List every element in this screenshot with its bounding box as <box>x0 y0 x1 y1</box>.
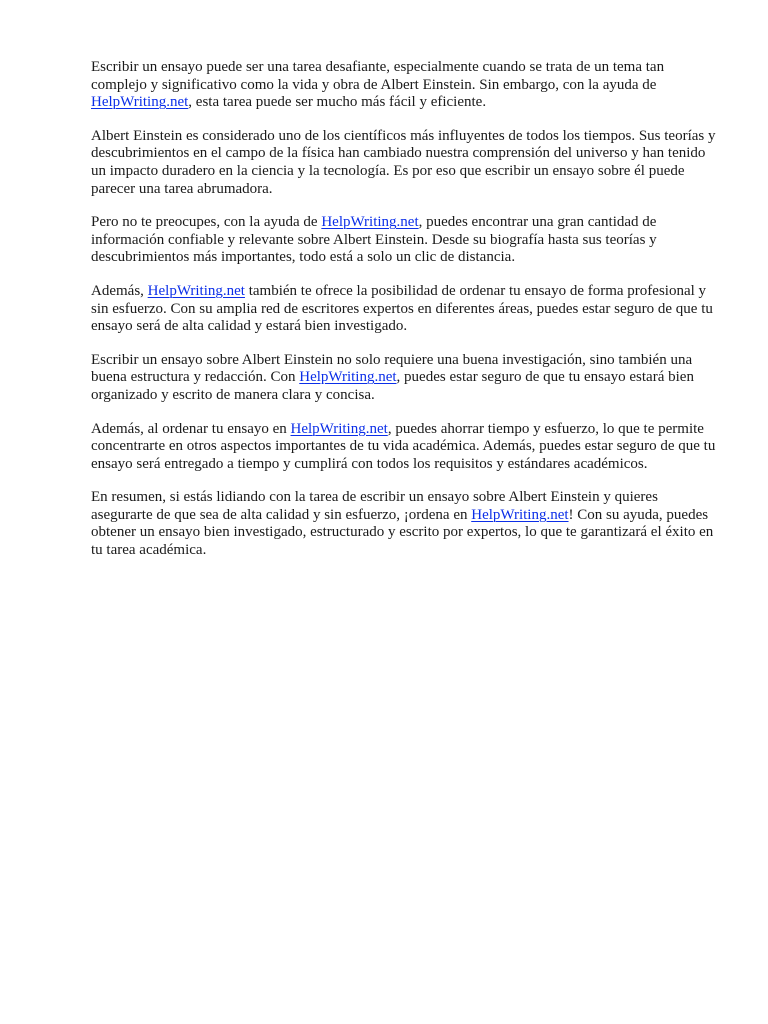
paragraph-text: Pero no te preocupes, con la ayuda de <box>91 214 322 231</box>
paragraph-text: , puedes estar seguro de que tu ensayo estará bien organizado y escrito de manera clara y concisa. <box>91 369 694 403</box>
paragraph-intro <box>91 59 721 112</box>
paragraph-text: , puedes ahorrar tiempo y esfuerzo, lo que te permite concentrarte en otros aspectos importantes de tu vida académica. Además, puedes estar seguro de que tu ensayo será entregado a tiempo y cumplirá con todos los requisitos y estándares académicos. <box>91 420 716 472</box>
paragraph-text: , esta tarea puede ser mucho más fácil y eficiente. <box>188 94 487 111</box>
paragraph-text: Albert Einstein es considerado uno de los científicos más influyentes de todos los tiempos. Sus teorías y descubrimientos en el campo de la física han cambiado nuestra comprensión del universo y han tenido un impacto duradero en la ciencia y la tecnología. Es por eso que escribir un ensayo sobre él puede parecer una tarea abrumadora. <box>91 127 716 197</box>
paragraph-text: Escribir un ensayo puede ser una tarea desafiante, especialmente cuando se trata de un tema tan complejo y significativo como la vida y obra de Albert Einstein. Sin embargo, con la ayuda de <box>91 59 665 93</box>
paragraph-text: En resumen, si estás lidiando con la tarea de escribir un ensayo sobre Albert Einstein y quieres asegurarte de que sea de alta calidad y sin esfuerzo, ¡ordena en <box>91 489 658 523</box>
document-page <box>91 59 721 576</box>
paragraph-summary <box>91 489 721 559</box>
helpwriting-link[interactable]: HelpWriting.net <box>299 369 397 386</box>
paragraph-text: Escribir un ensayo sobre Albert Einstein no solo requiere una buena investigación, sino también una buena estructura y redacción. Con <box>91 351 693 386</box>
paragraph-einstein <box>91 128 721 198</box>
helpwriting-link[interactable]: HelpWriting.net <box>290 420 388 437</box>
helpwriting-link[interactable]: HelpWriting.net <box>321 214 419 231</box>
paragraph-time <box>91 421 721 474</box>
paragraph-information <box>91 214 721 267</box>
paragraph-text: ! Con su ayuda, puedes obtener un ensayo bien investigado, estructurado y escrito por expertos, lo que te garantizará el éxito en tu tarea académica. <box>91 506 714 559</box>
paragraph-text: , puedes encontrar una gran cantidad de información confiable y relevante sobre Albert Einstein. Desde su biografía hasta sus teorías y descubrimientos más importantes, todo está a solo un clic de distancia. <box>91 214 657 266</box>
helpwriting-link[interactable]: HelpWriting.net <box>91 94 189 111</box>
paragraph-text: también te ofrece la posibilidad de ordenar tu ensayo de forma profesional y sin esfuerzo. Con su amplia red de escritores expertos en diferentes áreas, puedes estar seguro de que tu ensayo será de alta calidad y estará bien investigado. <box>91 282 713 335</box>
helpwriting-link[interactable]: HelpWriting.net <box>471 506 569 523</box>
helpwriting-link[interactable]: HelpWriting.net <box>147 282 245 299</box>
paragraph-ordering <box>91 283 721 336</box>
paragraph-text: Además, al ordenar tu ensayo en <box>91 420 291 437</box>
paragraph-text: Además, <box>91 282 148 299</box>
paragraph-structure <box>91 352 721 405</box>
